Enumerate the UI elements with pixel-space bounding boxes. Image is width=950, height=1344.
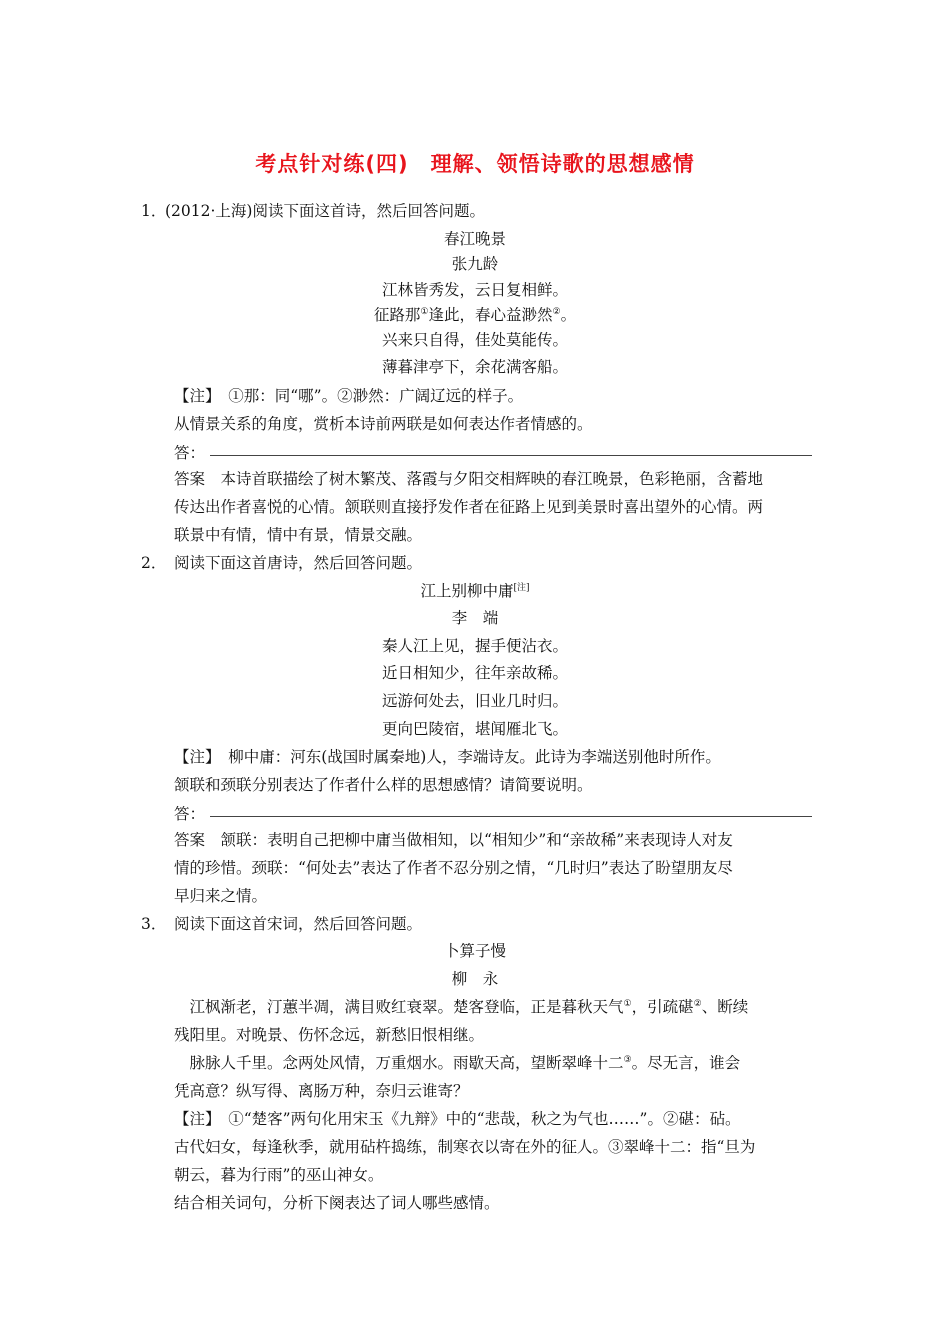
footnote-marker: ②: [552, 307, 561, 317]
question-3-text: 结合相关词句，分析下阕表达了词人哪些感情。: [174, 1194, 500, 1212]
poem-2-line-4: 更向巴陵宿，堪闻雁北飞。: [381, 720, 568, 738]
footnote-marker: ①: [623, 999, 632, 1009]
question-2-number: 2．: [141, 554, 167, 572]
poem-1-line-4: 薄暮津亭下，余花满客船。: [381, 358, 568, 376]
answer-label: 答：: [174, 805, 206, 823]
poem-1-note: 【注】 ①那：同“哪”。②渺然：广阔辽远的样子。: [174, 387, 524, 405]
answer-label: 答：: [174, 444, 206, 462]
poem-1-line-2: 征路那①逢此，春心益渺然②。: [373, 306, 577, 324]
poem-2-note: 【注】 柳中庸：河东(战国时属秦地)人，李端诗友。此诗为李端送别他时所作。: [174, 748, 721, 766]
poem-3-note-line-1: 【注】 ①“楚客”两句化用宋玉《九辩》中的“悲哉，秋之为气也……”。②碪：砧。: [174, 1110, 741, 1128]
answer-2-field[interactable]: [174, 802, 812, 822]
poem-2-author: 李 端: [451, 609, 499, 627]
poem-2-title: 江上别柳中庸[注]: [420, 582, 530, 600]
answer-1-field[interactable]: [174, 441, 812, 461]
poem-2-line-3: 远游何处去，旧业几时归。: [381, 692, 568, 710]
question-3-number: 3．: [141, 915, 167, 933]
question-2-text: 颔联和颈联分别表达了作者什么样的思想感情？请简要说明。: [174, 776, 593, 794]
poem-1-author: 张九龄: [451, 255, 499, 273]
answer-1-line-1: 答案 本诗首联描绘了树木繁茂、落霞与夕阳交相辉映的春江晚景，色彩艳丽，含蓄地: [174, 470, 764, 488]
poem-3-para-1-line-1: 江枫渐老，汀蕙半凋，满目败红衰翠。楚客登临，正是暮秋天气①，引疏碪②、断续: [189, 998, 749, 1016]
answer-2-line-1: 答案 颔联：表明自己把柳中庸当做相知，以“相知少”和“亲故稀”来表现诗人对友: [174, 831, 733, 849]
poem-2-line-1: 秦人江上见，握手便沾衣。: [381, 637, 568, 655]
question-1-number: 1．: [141, 202, 167, 220]
question-3-prompt: 阅读下面这首宋词，然后回答问题。: [174, 915, 423, 933]
poem-3-para-1-line-2: 残阳里。对晚景、伤怀念远，新愁旧恨相继。: [174, 1026, 485, 1044]
poem-3-title: 卜算子慢: [443, 942, 506, 960]
answer-line: [210, 455, 812, 456]
title-note-marker: [注]: [513, 583, 530, 593]
answer-2-line-3: 早归来之情。: [174, 887, 268, 905]
answer-1-line-3: 联景中有情，情中有景，情景交融。: [174, 526, 423, 544]
poem-1-line-3: 兴来只自得，佳处莫能传。: [381, 331, 568, 349]
question-1-text: 从情景关系的角度，赏析本诗前两联是如何表达作者情感的。: [174, 415, 593, 433]
footnote-marker: ②: [693, 999, 702, 1009]
answer-2-line-2: 情的珍惜。颈联：“何处去”表达了作者不忍分别之情，“几时归”表达了盼望朋友尽: [174, 859, 733, 877]
poem-3-para-2-line-2: 凭高意？纵写得、离肠万种，奈归云谁寄？: [174, 1082, 469, 1100]
question-2-prompt: 阅读下面这首唐诗，然后回答问题。: [174, 554, 423, 572]
poem-1-line-1: 江林皆秀发，云日复相鲜。: [381, 281, 568, 299]
question-1-prompt: (2012·上海)阅读下面这首诗，然后回答问题。: [165, 202, 485, 220]
page-title: 考点针对练(四) 理解、领悟诗歌的思想感情: [255, 152, 695, 176]
poem-2-line-2: 近日相知少，往年亲故稀。: [381, 664, 568, 682]
footnote-marker: ①: [420, 307, 429, 317]
poem-3-para-2-line-1: 脉脉人千里。念两处风情，万重烟水。雨歇天高，望断翠峰十二③。尽无言，谁会: [189, 1054, 741, 1072]
answer-1-line-2: 传达出作者喜悦的心情。颔联则直接抒发作者在征路上见到美景时喜出望外的心情。两: [174, 498, 764, 516]
poem-3-author: 柳 永: [451, 970, 499, 988]
poem-1-title: 春江晚景: [443, 230, 506, 248]
poem-3-note-line-2: 古代妇女，每逢秋季，就用砧杵捣练，制寒衣以寄在外的征人。③翠峰十二：指“旦为: [174, 1138, 756, 1156]
poem-3-note-line-3: 朝云，暮为行雨”的巫山神女。: [174, 1166, 384, 1184]
footnote-marker: ③: [623, 1055, 632, 1065]
answer-line: [210, 816, 812, 817]
